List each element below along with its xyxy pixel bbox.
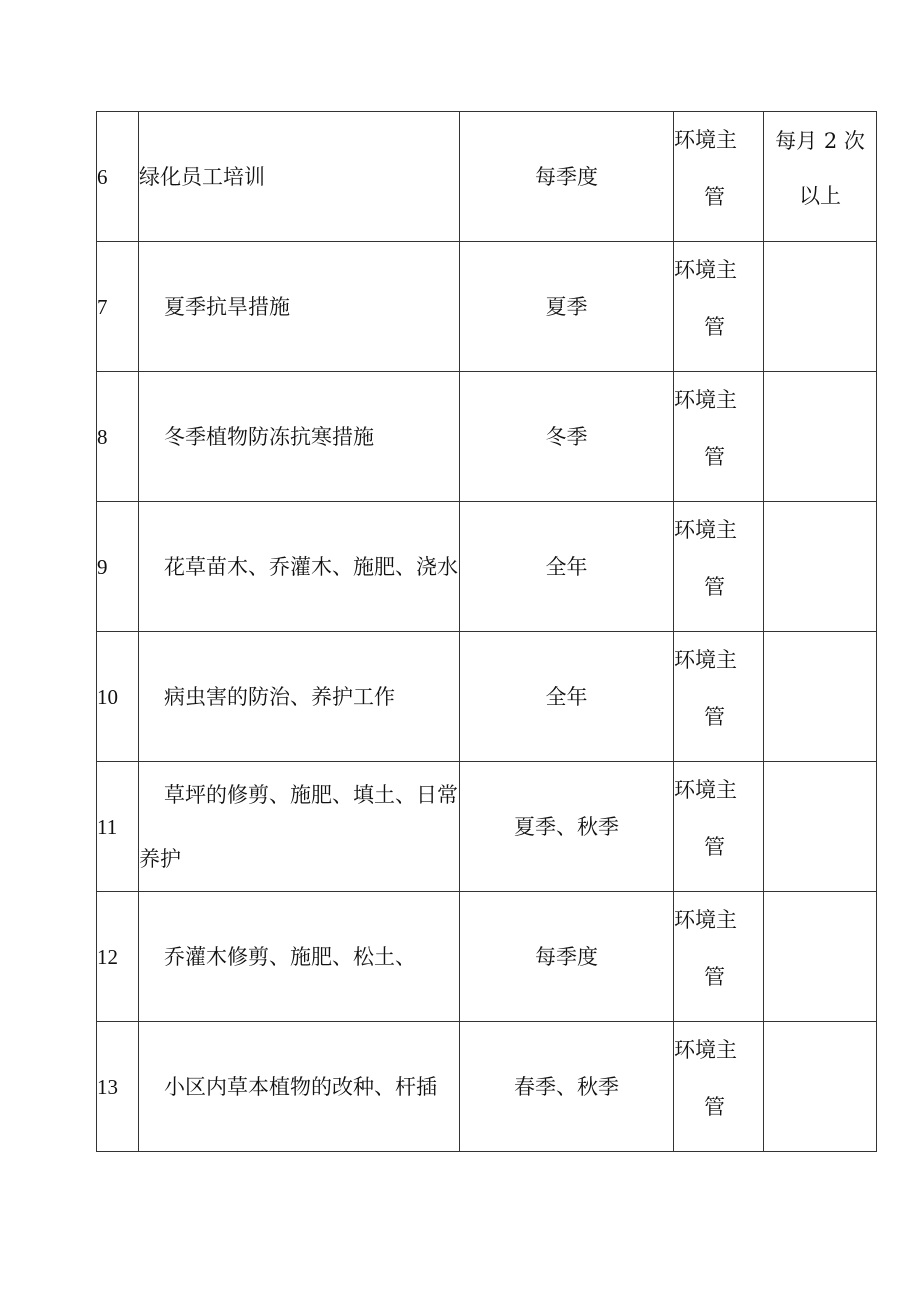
time-cell: 夏季、秋季 [460, 762, 674, 892]
responsible-line-1: 环境主 [674, 387, 737, 412]
note-line-2 [764, 419, 876, 493]
note-cell [764, 632, 877, 762]
responsible-line-1: 环境主 [674, 517, 737, 542]
row-number: 9 [97, 502, 139, 632]
note-cell [764, 762, 877, 892]
task-cell [139, 1022, 460, 1152]
time-cell: 全年 [460, 502, 674, 632]
note-cell [764, 1022, 877, 1152]
responsible-cell [674, 242, 764, 372]
note-line-2 [764, 939, 876, 1013]
table-row [97, 632, 877, 762]
time-cell: 每季度 [460, 112, 674, 242]
table-row [97, 112, 877, 242]
responsible-line-2: 管 [704, 184, 725, 209]
note-line-1 [764, 903, 876, 939]
responsible-line-1: 环境主 [674, 257, 737, 282]
note-line-2 [764, 289, 876, 363]
note-line-2 [764, 809, 876, 883]
task-cell [139, 242, 460, 372]
time-cell: 夏季 [460, 242, 674, 372]
task-cell [139, 892, 460, 1022]
responsible-line-1: 环境主 [674, 1037, 737, 1062]
time-cell: 春季、秋季 [460, 1022, 674, 1152]
responsible-line-2: 管 [704, 964, 725, 989]
note-line-1 [764, 513, 876, 549]
task-text: 夏季抗旱措施 [164, 294, 290, 319]
task-text: 绿化员工培训 [139, 164, 265, 189]
row-number: 8 [97, 372, 139, 502]
task-text: 草坪的修剪、施肥、填土、日常养护 [139, 782, 458, 871]
table-row [97, 502, 877, 632]
row-number: 6 [97, 112, 139, 242]
responsible-line-2: 管 [704, 574, 725, 599]
note-line-1 [764, 383, 876, 419]
responsible-cell [674, 632, 764, 762]
table-row [97, 1022, 877, 1152]
responsible-line-2: 管 [704, 444, 725, 469]
responsible-line-1: 环境主 [674, 127, 737, 152]
responsible-line-2: 管 [704, 314, 725, 339]
responsible-line-1: 环境主 [674, 907, 737, 932]
row-number: 10 [97, 632, 139, 762]
time-cell: 全年 [460, 632, 674, 762]
table-row [97, 242, 877, 372]
note-cell [764, 242, 877, 372]
task-cell [139, 372, 460, 502]
row-number: 7 [97, 242, 139, 372]
note-line-2: 以上 [799, 183, 841, 208]
responsible-line-1: 环境主 [674, 777, 737, 802]
task-text: 乔灌木修剪、施肥、松土、 [164, 944, 416, 969]
row-number: 13 [97, 1022, 139, 1152]
row-number: 11 [97, 762, 139, 892]
note-line-2 [764, 1069, 876, 1143]
schedule-table [96, 111, 877, 1152]
table-row [97, 762, 877, 892]
note-cell [764, 502, 877, 632]
note-line-1 [764, 773, 876, 809]
responsible-cell [674, 762, 764, 892]
responsible-cell [674, 1022, 764, 1152]
task-cell [139, 632, 460, 762]
note-line-1 [764, 253, 876, 289]
responsible-line-1: 环境主 [674, 647, 737, 672]
table-row [97, 892, 877, 1022]
note-line-1: 每月 2 次 [775, 128, 865, 153]
note-line-1 [764, 1033, 876, 1069]
row-number: 12 [97, 892, 139, 1022]
note-cell [764, 372, 877, 502]
responsible-cell [674, 112, 764, 242]
task-text: 冬季植物防冻抗寒措施 [164, 424, 374, 449]
time-cell: 冬季 [460, 372, 674, 502]
responsible-cell [674, 502, 764, 632]
time-cell: 每季度 [460, 892, 674, 1022]
task-cell [139, 502, 460, 632]
task-text: 花草苗木、乔灌木、施肥、浇水 [164, 554, 458, 579]
task-text: 病虫害的防治、养护工作 [164, 684, 395, 709]
note-cell [764, 112, 877, 242]
table-row [97, 372, 877, 502]
note-line-2 [764, 549, 876, 623]
responsible-line-2: 管 [704, 834, 725, 859]
task-cell [139, 112, 460, 242]
responsible-line-2: 管 [704, 704, 725, 729]
responsible-cell [674, 372, 764, 502]
task-text: 小区内草本植物的改种、杆插 [164, 1074, 437, 1099]
task-cell [139, 762, 460, 892]
responsible-line-2: 管 [704, 1094, 725, 1119]
note-line-2 [764, 679, 876, 753]
note-line-1 [764, 643, 876, 679]
responsible-cell [674, 892, 764, 1022]
note-cell [764, 892, 877, 1022]
